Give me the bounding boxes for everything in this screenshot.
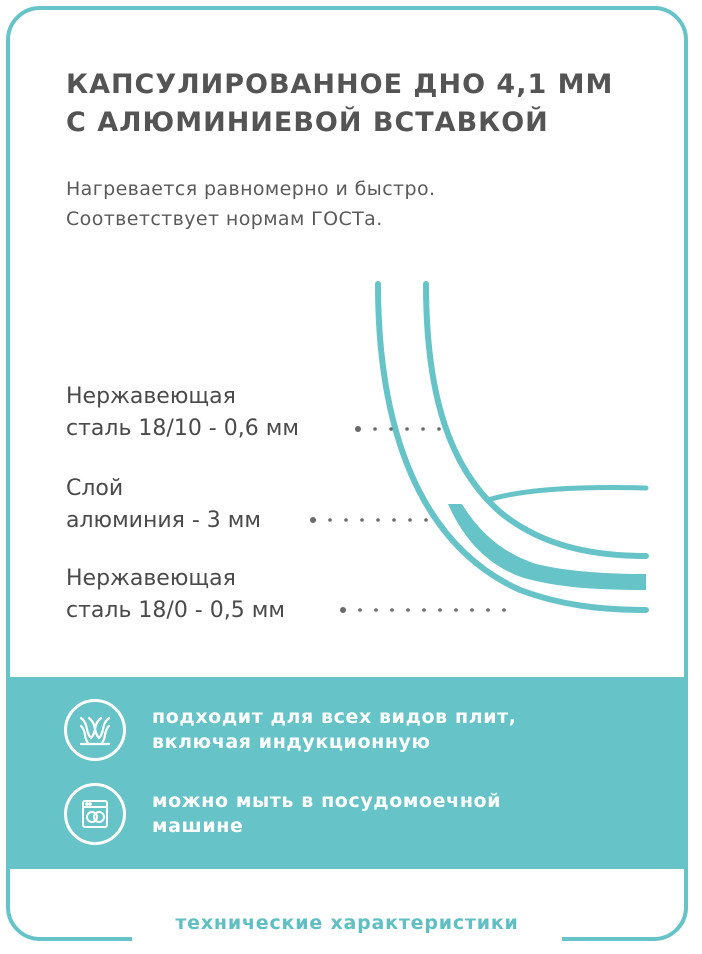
leader-dots-layer-3 <box>340 607 506 613</box>
dishwasher-icon <box>64 783 126 845</box>
feature-dishwasher-text <box>152 789 501 839</box>
layer-label-aluminium <box>66 473 261 537</box>
title-line-1: КАПСУЛИРОВАННОЕ ДНО 4,1 ММ <box>66 69 614 100</box>
layer-label-line: сталь 18/0 - 0,5 мм <box>66 598 285 623</box>
footer-label: технические характеристики <box>175 912 519 934</box>
feature-dishwasher <box>64 783 501 845</box>
feature-induction <box>64 699 517 761</box>
feature-line: включая индукционную <box>152 731 431 753</box>
layer-label-line: Слой <box>66 476 124 501</box>
aluminium-insert-layer <box>448 504 646 590</box>
layer-label-outer-steel <box>66 563 285 627</box>
feature-line: можно мыть в посудомоечной <box>152 790 502 812</box>
inner-bottom-curve <box>488 488 646 501</box>
layer-label-line: алюминия - 3 мм <box>66 508 261 533</box>
leader-dots-layer-2 <box>310 517 428 523</box>
layer-label-line: Нержавеющая <box>66 566 236 591</box>
subtitle-line-2: Соответствует нормам ГОСТа. <box>66 208 383 230</box>
feature-line: машине <box>152 815 244 837</box>
subtitle-line-1: Нагревается равномерно и быстро. <box>66 178 436 200</box>
layer-label-line: сталь 18/10 - 0,6 мм <box>66 416 299 441</box>
layer-label-line: Нержавеющая <box>66 384 236 409</box>
feature-induction-text <box>152 705 517 755</box>
induction-coil-icon <box>64 699 126 761</box>
title-line-2: С АЛЮМИНИЕВОЙ ВСТАВКОЙ <box>66 107 549 138</box>
layer-label-inner-steel <box>66 381 299 445</box>
feature-line: подходит для всех видов плит, <box>152 706 517 728</box>
